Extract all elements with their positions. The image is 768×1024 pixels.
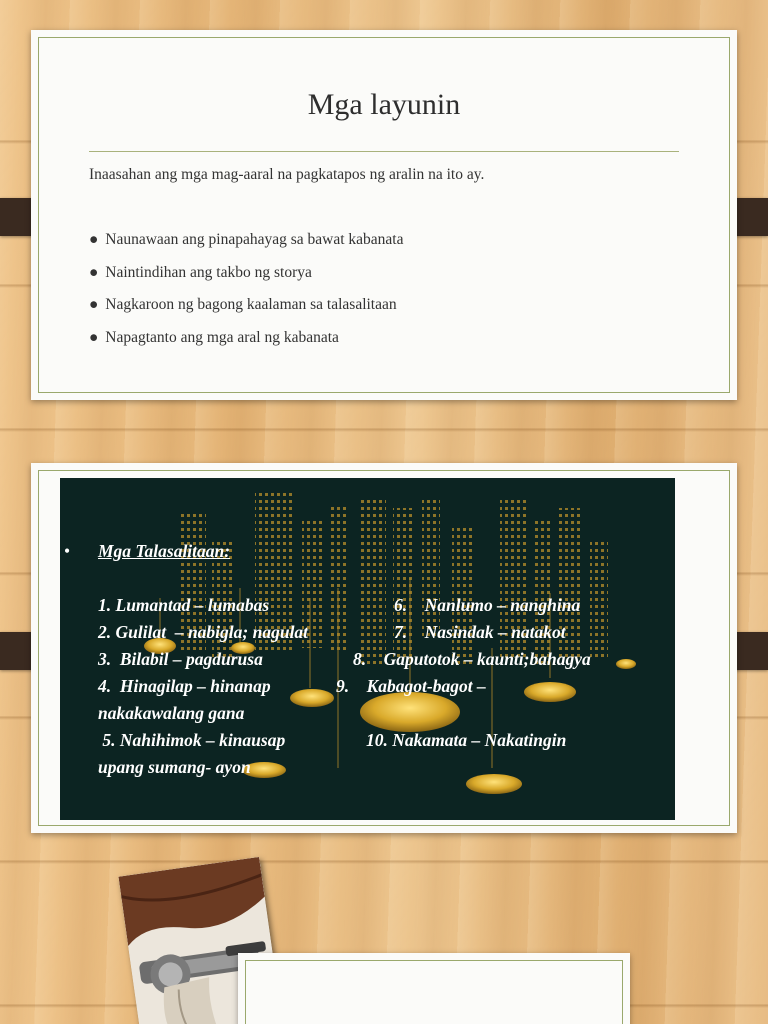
vocabulary-panel: [60, 478, 675, 820]
vocabulary-heading: Mga Talasalitaan:: [98, 541, 231, 561]
vocab-item: 10. Nakamata – Nakatingin: [366, 730, 567, 750]
vocab-item: 6. Nanlumo – nanghina: [394, 595, 581, 615]
slide-vocabulary[interactable]: [31, 463, 737, 833]
vocab-item: 9. Kabagot-bagot –: [336, 676, 486, 696]
vocab-item: 5. Nahihimok – kinausap: [98, 730, 286, 750]
vocab-item: 3. Bilabil – pagdurusa: [98, 649, 263, 669]
list-item: [89, 230, 403, 263]
vocab-item-continued: upang sumang- ayon: [98, 757, 251, 777]
slide-objectives[interactable]: [31, 30, 737, 400]
bullet-dot-icon: •: [64, 541, 71, 561]
bullet-icon: ●: [89, 263, 99, 281]
slide-partial[interactable]: [238, 953, 630, 1024]
bullet-icon: ●: [89, 296, 99, 313]
vocab-item: 2. Gulilat – nabigla; nagulat: [98, 622, 309, 642]
objective-text: Napagtanto ang mga aral ng kabanata: [105, 328, 339, 346]
slide-frame: [245, 960, 623, 1024]
list-item: [89, 328, 403, 361]
slide-intro-text: Inaasahan ang mga mag-aaral na pagkatapos ng aralin na ito ay.: [89, 166, 485, 183]
vocab-item-continued: nakakawalang gana: [98, 703, 245, 723]
objective-text: Naunawaan ang pinapahayag sa bawat kabanata: [105, 231, 404, 248]
list-item: [89, 263, 403, 296]
objective-text: Nagkaroon ng bagong kaalaman sa talasalitaan: [105, 296, 397, 313]
vocab-item: 7. Nasindak – natakot: [394, 622, 566, 642]
slide-title: Mga layunin: [307, 88, 461, 121]
vocab-item: 1. Lumantad – lumabas: [98, 595, 270, 615]
objective-text: Naintindihan ang takbo ng storya: [105, 263, 312, 281]
title-divider: [89, 151, 679, 152]
objectives-list: [89, 230, 403, 360]
vocab-item: 4. Hinagilap – hinanap: [98, 676, 271, 696]
bullet-icon: ●: [89, 328, 99, 346]
bullet-icon: ●: [89, 231, 99, 248]
list-item: [89, 295, 403, 328]
vocab-item: 8. Gaputotok – kaunti;bahagya: [353, 649, 591, 669]
